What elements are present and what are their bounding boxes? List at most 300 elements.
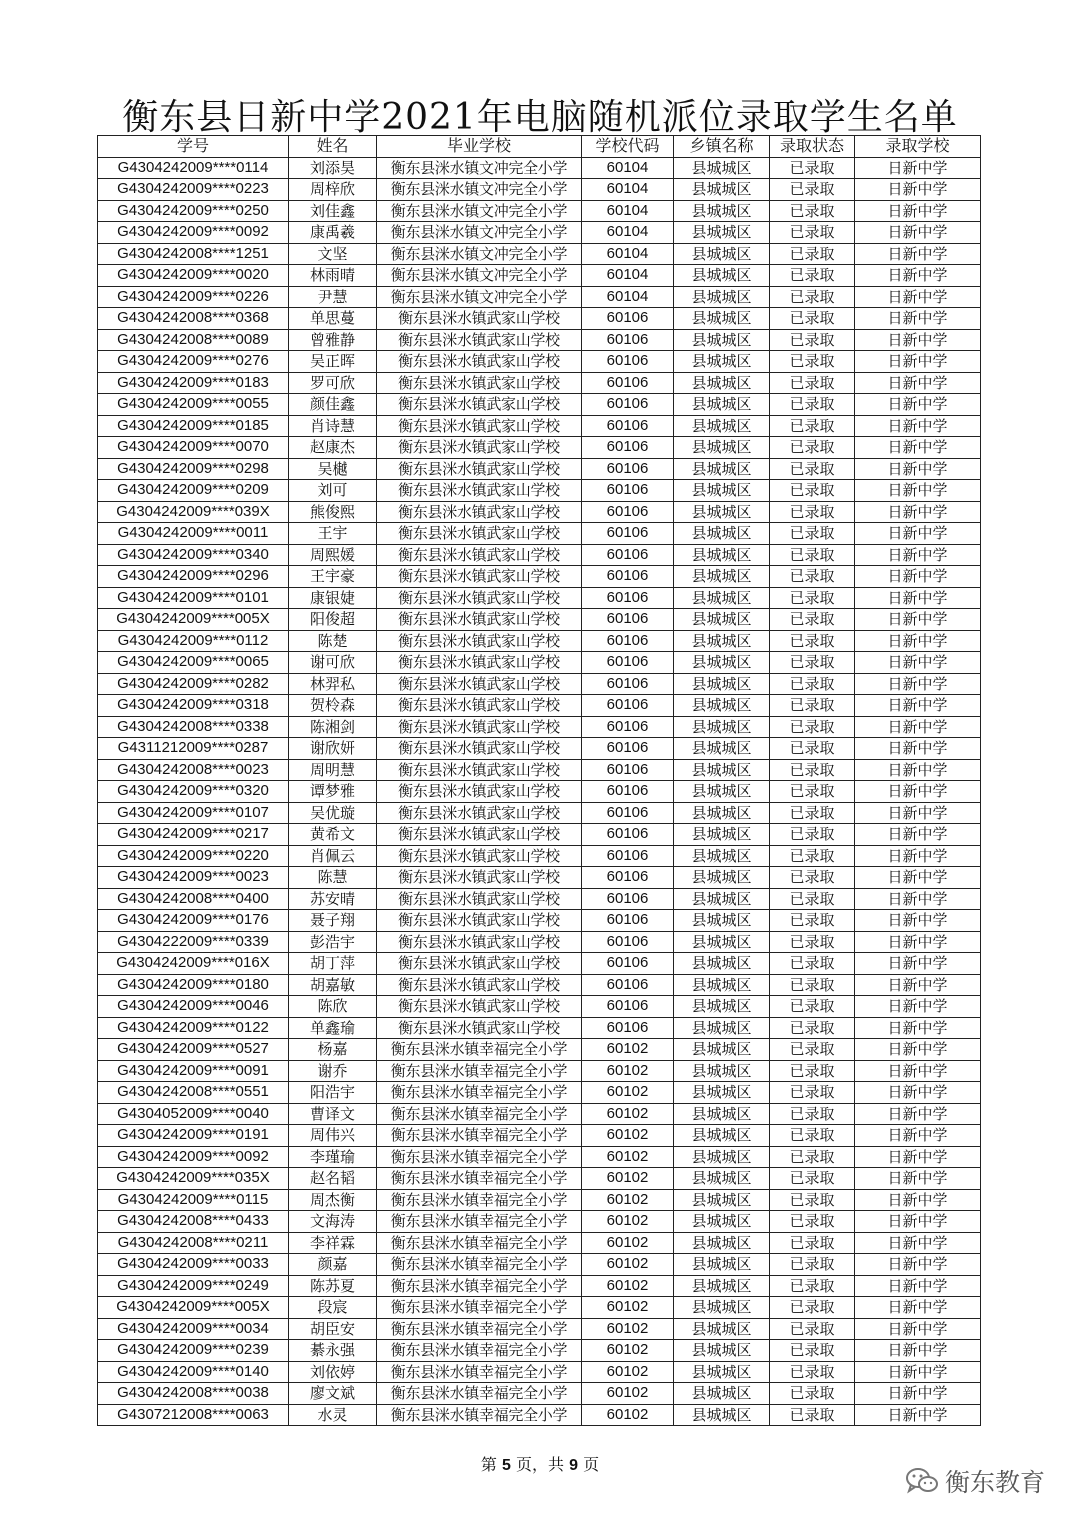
student-name-cell: 赵康杰 [289, 437, 377, 459]
town-cell: 县城城区 [674, 1232, 770, 1254]
school-code-cell: 60102 [582, 1060, 674, 1082]
status-cell: 已录取 [770, 609, 855, 631]
town-cell: 县城城区 [674, 587, 770, 609]
status-cell: 已录取 [770, 1039, 855, 1061]
school-code-cell: 60102 [582, 1146, 674, 1168]
school-code-cell: 60106 [582, 480, 674, 502]
graduation-school-cell: 衡东县洣水镇幸福完全小学 [377, 1232, 582, 1254]
student-id-cell: G4304242009****0114 [98, 157, 289, 179]
table-row [98, 243, 981, 265]
school-code-cell: 60106 [582, 544, 674, 566]
header-graduation-school: 毕业学校 [377, 136, 582, 158]
graduation-school-cell: 衡东县洣水镇武家山学校 [377, 845, 582, 867]
destination-school-cell: 日新中学 [855, 910, 981, 932]
town-cell: 县城城区 [674, 523, 770, 545]
student-id-cell: G4304242009****0527 [98, 1039, 289, 1061]
table-row [98, 652, 981, 674]
graduation-school-cell: 衡东县洣水镇武家山学校 [377, 587, 582, 609]
student-name-cell: 谢可欣 [289, 652, 377, 674]
status-cell: 已录取 [770, 437, 855, 459]
destination-school-cell: 日新中学 [855, 480, 981, 502]
student-id-cell: G4304242009****0220 [98, 845, 289, 867]
school-code-cell: 60106 [582, 351, 674, 373]
student-name-cell: 吴樾 [289, 458, 377, 480]
wechat-icon [905, 1467, 939, 1495]
town-cell: 县城城区 [674, 1189, 770, 1211]
table-row [98, 759, 981, 781]
student-name-cell: 段宸 [289, 1297, 377, 1319]
town-cell: 县城城区 [674, 265, 770, 287]
student-id-cell: G4304242009****0185 [98, 415, 289, 437]
student-name-cell: 赵名韬 [289, 1168, 377, 1190]
school-code-cell: 60102 [582, 1082, 674, 1104]
student-name-cell: 水灵 [289, 1404, 377, 1426]
status-cell: 已录取 [770, 953, 855, 975]
town-cell: 县城城区 [674, 824, 770, 846]
graduation-school-cell: 衡东县洣水镇武家山学校 [377, 415, 582, 437]
table-row [98, 458, 981, 480]
graduation-school-cell: 衡东县洣水镇武家山学校 [377, 759, 582, 781]
student-name-cell: 颜嘉 [289, 1254, 377, 1276]
destination-school-cell: 日新中学 [855, 953, 981, 975]
status-cell: 已录取 [770, 630, 855, 652]
school-code-cell: 60102 [582, 1383, 674, 1405]
table-row [98, 1211, 981, 1233]
town-cell: 县城城区 [674, 243, 770, 265]
table-row [98, 1404, 981, 1426]
status-cell: 已录取 [770, 824, 855, 846]
student-id-cell: G4304242009****0209 [98, 480, 289, 502]
school-code-cell: 60106 [582, 458, 674, 480]
student-name-cell: 吴正晖 [289, 351, 377, 373]
table-row [98, 1060, 981, 1082]
footer-page-number: 5 [501, 1457, 511, 1474]
table-row [98, 372, 981, 394]
student-name-cell: 周熙媛 [289, 544, 377, 566]
status-cell: 已录取 [770, 523, 855, 545]
student-id-cell: G4304242009****0183 [98, 372, 289, 394]
student-name-cell: 陈湘剑 [289, 716, 377, 738]
student-name-cell: 吴优璇 [289, 802, 377, 824]
graduation-school-cell: 衡东县洣水镇文冲完全小学 [377, 243, 582, 265]
footer-prefix: 第 [480, 1455, 497, 1474]
student-id-cell: G4304242009****0011 [98, 523, 289, 545]
status-cell: 已录取 [770, 888, 855, 910]
graduation-school-cell: 衡东县洣水镇武家山学校 [377, 523, 582, 545]
table-row [98, 974, 981, 996]
status-cell: 已录取 [770, 1060, 855, 1082]
graduation-school-cell: 衡东县洣水镇幸福完全小学 [377, 1297, 582, 1319]
status-cell: 已录取 [770, 695, 855, 717]
graduation-school-cell: 衡东县洣水镇幸福完全小学 [377, 1060, 582, 1082]
table-row [98, 351, 981, 373]
student-name-cell: 周杰衡 [289, 1189, 377, 1211]
graduation-school-cell: 衡东县洣水镇幸福完全小学 [377, 1189, 582, 1211]
student-id-cell: G4304242008****0211 [98, 1232, 289, 1254]
table-row [98, 1189, 981, 1211]
graduation-school-cell: 衡东县洣水镇幸福完全小学 [377, 1211, 582, 1233]
status-cell: 已录取 [770, 1146, 855, 1168]
student-name-cell: 胡臣安 [289, 1318, 377, 1340]
student-id-cell: G4311212009****0287 [98, 738, 289, 760]
student-name-cell: 刘添昊 [289, 157, 377, 179]
school-code-cell: 60106 [582, 867, 674, 889]
school-code-cell: 60106 [582, 888, 674, 910]
school-code-cell: 60106 [582, 308, 674, 330]
graduation-school-cell: 衡东县洣水镇武家山学校 [377, 716, 582, 738]
status-cell: 已录取 [770, 974, 855, 996]
graduation-school-cell: 衡东县洣水镇武家山学校 [377, 888, 582, 910]
school-code-cell: 60106 [582, 652, 674, 674]
student-id-cell: G4304242009****0226 [98, 286, 289, 308]
town-cell: 县城城区 [674, 458, 770, 480]
school-code-cell: 60102 [582, 1211, 674, 1233]
status-cell: 已录取 [770, 222, 855, 244]
student-name-cell: 刘佳鑫 [289, 200, 377, 222]
table-row [98, 673, 981, 695]
student-id-cell: G4304052009****0040 [98, 1103, 289, 1125]
student-name-cell: 苏安晴 [289, 888, 377, 910]
table-row [98, 437, 981, 459]
status-cell: 已录取 [770, 1211, 855, 1233]
town-cell: 县城城区 [674, 996, 770, 1018]
student-id-cell: G4304222009****0339 [98, 931, 289, 953]
table-row [98, 1017, 981, 1039]
student-id-cell: G4304242009****0034 [98, 1318, 289, 1340]
status-cell: 已录取 [770, 329, 855, 351]
destination-school-cell: 日新中学 [855, 415, 981, 437]
student-name-cell: 陈苏夏 [289, 1275, 377, 1297]
table-row [98, 200, 981, 222]
student-name-cell: 康银婕 [289, 587, 377, 609]
school-code-cell: 60102 [582, 1125, 674, 1147]
status-cell: 已录取 [770, 1168, 855, 1190]
town-cell: 县城城区 [674, 1318, 770, 1340]
table-row [98, 394, 981, 416]
student-name-cell: 单鑫瑜 [289, 1017, 377, 1039]
school-code-cell: 60106 [582, 738, 674, 760]
school-code-cell: 60106 [582, 824, 674, 846]
student-id-cell: G4304242009****0115 [98, 1189, 289, 1211]
destination-school-cell: 日新中学 [855, 931, 981, 953]
graduation-school-cell: 衡东县洣水镇武家山学校 [377, 480, 582, 502]
graduation-school-cell: 衡东县洣水镇文冲完全小学 [377, 265, 582, 287]
destination-school-cell: 日新中学 [855, 1383, 981, 1405]
header-row [98, 136, 981, 158]
destination-school-cell: 日新中学 [855, 1254, 981, 1276]
table-row [98, 931, 981, 953]
destination-school-cell: 日新中学 [855, 286, 981, 308]
student-id-cell: G4304242009****0223 [98, 179, 289, 201]
table-body [98, 157, 981, 1426]
table-row [98, 544, 981, 566]
graduation-school-cell: 衡东县洣水镇武家山学校 [377, 996, 582, 1018]
school-code-cell: 60106 [582, 673, 674, 695]
student-id-cell: G4304242009****0217 [98, 824, 289, 846]
school-code-cell: 60102 [582, 1189, 674, 1211]
student-id-cell: G4304242009****0092 [98, 1146, 289, 1168]
town-cell: 县城城区 [674, 1017, 770, 1039]
town-cell: 县城城区 [674, 1168, 770, 1190]
header-destination-school: 录取学校 [855, 136, 981, 158]
town-cell: 县城城区 [674, 222, 770, 244]
student-id-cell: G4304242008****0023 [98, 759, 289, 781]
student-name-cell: 李祥霖 [289, 1232, 377, 1254]
status-cell: 已录取 [770, 1318, 855, 1340]
graduation-school-cell: 衡东县洣水镇武家山学校 [377, 974, 582, 996]
destination-school-cell: 日新中学 [855, 265, 981, 287]
school-code-cell: 60106 [582, 931, 674, 953]
watermark-text: 衡东教育 [945, 1468, 1046, 1497]
school-code-cell: 60104 [582, 157, 674, 179]
student-name-cell: 陈欣 [289, 996, 377, 1018]
school-code-cell: 60102 [582, 1254, 674, 1276]
graduation-school-cell: 衡东县洣水镇幸福完全小学 [377, 1168, 582, 1190]
status-cell: 已录取 [770, 910, 855, 932]
school-code-cell: 60106 [582, 437, 674, 459]
graduation-school-cell: 衡东县洣水镇幸福完全小学 [377, 1082, 582, 1104]
town-cell: 县城城区 [674, 1146, 770, 1168]
table-row [98, 953, 981, 975]
destination-school-cell: 日新中学 [855, 802, 981, 824]
student-name-cell: 王宇豪 [289, 566, 377, 588]
table-row [98, 781, 981, 803]
destination-school-cell: 日新中学 [855, 587, 981, 609]
school-code-cell: 60106 [582, 329, 674, 351]
destination-school-cell: 日新中学 [855, 695, 981, 717]
graduation-school-cell: 衡东县洣水镇武家山学校 [377, 437, 582, 459]
town-cell: 县城城区 [674, 1103, 770, 1125]
status-cell: 已录取 [770, 716, 855, 738]
status-cell: 已录取 [770, 1232, 855, 1254]
student-id-cell: G4304242009****0070 [98, 437, 289, 459]
student-name-cell: 周梓欣 [289, 179, 377, 201]
table-row [98, 415, 981, 437]
status-cell: 已录取 [770, 781, 855, 803]
school-code-cell: 60104 [582, 286, 674, 308]
table-row [98, 996, 981, 1018]
destination-school-cell: 日新中学 [855, 824, 981, 846]
school-code-cell: 60106 [582, 394, 674, 416]
school-code-cell: 60106 [582, 630, 674, 652]
student-id-cell: G4304242008****0433 [98, 1211, 289, 1233]
watermark [905, 1466, 1045, 1496]
status-cell: 已录取 [770, 759, 855, 781]
student-id-cell: G4304242009****0107 [98, 802, 289, 824]
graduation-school-cell: 衡东县洣水镇武家山学校 [377, 372, 582, 394]
header-student-id: 学号 [98, 136, 289, 158]
table-row [98, 265, 981, 287]
student-id-cell: G4304242009****0055 [98, 394, 289, 416]
destination-school-cell: 日新中学 [855, 458, 981, 480]
table-row [98, 222, 981, 244]
town-cell: 县城城区 [674, 1060, 770, 1082]
graduation-school-cell: 衡东县洣水镇武家山学校 [377, 544, 582, 566]
table-row [98, 716, 981, 738]
student-id-cell: G4304242009****0101 [98, 587, 289, 609]
graduation-school-cell: 衡东县洣水镇武家山学校 [377, 652, 582, 674]
destination-school-cell: 日新中学 [855, 1103, 981, 1125]
destination-school-cell: 日新中学 [855, 888, 981, 910]
destination-school-cell: 日新中学 [855, 1039, 981, 1061]
town-cell: 县城城区 [674, 1211, 770, 1233]
student-name-cell: 康禹羲 [289, 222, 377, 244]
student-id-cell: G4304242009****0320 [98, 781, 289, 803]
town-cell: 县城城区 [674, 1254, 770, 1276]
student-id-cell: G4307212008****0063 [98, 1404, 289, 1426]
student-id-cell: G4304242008****1251 [98, 243, 289, 265]
status-cell: 已录取 [770, 1361, 855, 1383]
student-name-cell: 熊俊熙 [289, 501, 377, 523]
school-code-cell: 60102 [582, 1404, 674, 1426]
table-row [98, 1232, 981, 1254]
graduation-school-cell: 衡东县洣水镇武家山学校 [377, 824, 582, 846]
destination-school-cell: 日新中学 [855, 867, 981, 889]
town-cell: 县城城区 [674, 1082, 770, 1104]
school-code-cell: 60106 [582, 695, 674, 717]
status-cell: 已录取 [770, 157, 855, 179]
table-row [98, 179, 981, 201]
town-cell: 县城城区 [674, 1039, 770, 1061]
student-id-cell: G4304242009****0239 [98, 1340, 289, 1362]
table-row [98, 566, 981, 588]
graduation-school-cell: 衡东县洣水镇幸福完全小学 [377, 1125, 582, 1147]
student-id-cell: G4304242008****0338 [98, 716, 289, 738]
student-id-cell: G4304242009****0249 [98, 1275, 289, 1297]
town-cell: 县城城区 [674, 910, 770, 932]
graduation-school-cell: 衡东县洣水镇文冲完全小学 [377, 157, 582, 179]
town-cell: 县城城区 [674, 974, 770, 996]
status-cell: 已录取 [770, 351, 855, 373]
destination-school-cell: 日新中学 [855, 394, 981, 416]
graduation-school-cell: 衡东县洣水镇文冲完全小学 [377, 286, 582, 308]
student-id-cell: G4304242009****0318 [98, 695, 289, 717]
student-name-cell: 单思蔓 [289, 308, 377, 330]
table-row [98, 1254, 981, 1276]
destination-school-cell: 日新中学 [855, 329, 981, 351]
destination-school-cell: 日新中学 [855, 609, 981, 631]
student-id-cell: G4304242009****0250 [98, 200, 289, 222]
destination-school-cell: 日新中学 [855, 1340, 981, 1362]
table-row [98, 157, 981, 179]
student-id-cell: G4304242009****0140 [98, 1361, 289, 1383]
destination-school-cell: 日新中学 [855, 630, 981, 652]
graduation-school-cell: 衡东县洣水镇幸福完全小学 [377, 1383, 582, 1405]
town-cell: 县城城区 [674, 888, 770, 910]
status-cell: 已录取 [770, 1125, 855, 1147]
header-school-code: 学校代码 [582, 136, 674, 158]
student-name-cell: 贺柃森 [289, 695, 377, 717]
student-id-cell: G4304242009****0176 [98, 910, 289, 932]
destination-school-cell: 日新中学 [855, 974, 981, 996]
town-cell: 县城城区 [674, 157, 770, 179]
student-name-cell: 肖佩云 [289, 845, 377, 867]
student-id-cell: G4304242009****0046 [98, 996, 289, 1018]
status-cell: 已录取 [770, 243, 855, 265]
status-cell: 已录取 [770, 179, 855, 201]
table-row [98, 1275, 981, 1297]
town-cell: 县城城区 [674, 308, 770, 330]
status-cell: 已录取 [770, 286, 855, 308]
student-name-cell: 黄希文 [289, 824, 377, 846]
table-row [98, 824, 981, 846]
town-cell: 县城城区 [674, 953, 770, 975]
town-cell: 县城城区 [674, 759, 770, 781]
destination-school-cell: 日新中学 [855, 351, 981, 373]
destination-school-cell: 日新中学 [855, 1232, 981, 1254]
town-cell: 县城城区 [674, 566, 770, 588]
graduation-school-cell: 衡东县洣水镇武家山学校 [377, 394, 582, 416]
graduation-school-cell: 衡东县洣水镇武家山学校 [377, 609, 582, 631]
status-cell: 已录取 [770, 265, 855, 287]
status-cell: 已录取 [770, 1404, 855, 1426]
town-cell: 县城城区 [674, 802, 770, 824]
graduation-school-cell: 衡东县洣水镇幸福完全小学 [377, 1039, 582, 1061]
student-id-cell: G4304242008****0368 [98, 308, 289, 330]
school-code-cell: 60102 [582, 1039, 674, 1061]
student-id-cell: G4304242009****0298 [98, 458, 289, 480]
student-id-cell: G4304242009****016X [98, 953, 289, 975]
school-code-cell: 60106 [582, 953, 674, 975]
destination-school-cell: 日新中学 [855, 1082, 981, 1104]
table-row [98, 286, 981, 308]
header-town: 乡镇名称 [674, 136, 770, 158]
destination-school-cell: 日新中学 [855, 781, 981, 803]
town-cell: 县城城区 [674, 1340, 770, 1362]
student-name-cell: 曹译文 [289, 1103, 377, 1125]
status-cell: 已录取 [770, 587, 855, 609]
student-id-cell: G4304242009****0276 [98, 351, 289, 373]
destination-school-cell: 日新中学 [855, 566, 981, 588]
school-code-cell: 60104 [582, 243, 674, 265]
town-cell: 县城城区 [674, 501, 770, 523]
graduation-school-cell: 衡东县洣水镇武家山学校 [377, 781, 582, 803]
town-cell: 县城城区 [674, 867, 770, 889]
student-name-cell: 文坚 [289, 243, 377, 265]
town-cell: 县城城区 [674, 630, 770, 652]
student-name-cell: 阳俊超 [289, 609, 377, 631]
student-id-cell: G4304242009****0065 [98, 652, 289, 674]
graduation-school-cell: 衡东县洣水镇文冲完全小学 [377, 222, 582, 244]
destination-school-cell: 日新中学 [855, 1297, 981, 1319]
student-name-cell: 陈楚 [289, 630, 377, 652]
destination-school-cell: 日新中学 [855, 1060, 981, 1082]
school-code-cell: 60106 [582, 1017, 674, 1039]
graduation-school-cell: 衡东县洣水镇武家山学校 [377, 910, 582, 932]
graduation-school-cell: 衡东县洣水镇武家山学校 [377, 802, 582, 824]
student-name-cell: 李瑾瑜 [289, 1146, 377, 1168]
destination-school-cell: 日新中学 [855, 1017, 981, 1039]
town-cell: 县城城区 [674, 652, 770, 674]
student-name-cell: 谢乔 [289, 1060, 377, 1082]
graduation-school-cell: 衡东县洣水镇武家山学校 [377, 501, 582, 523]
student-name-cell: 胡丁萍 [289, 953, 377, 975]
destination-school-cell: 日新中学 [855, 716, 981, 738]
table-row [98, 1361, 981, 1383]
table-header [98, 136, 981, 158]
school-code-cell: 60102 [582, 1232, 674, 1254]
graduation-school-cell: 衡东县洣水镇武家山学校 [377, 458, 582, 480]
table-row [98, 695, 981, 717]
school-code-cell: 60102 [582, 1361, 674, 1383]
destination-school-cell: 日新中学 [855, 437, 981, 459]
table-row [98, 1340, 981, 1362]
table-row [98, 1146, 981, 1168]
table-row [98, 308, 981, 330]
student-id-cell: G4304242009****039X [98, 501, 289, 523]
header-status: 录取状态 [770, 136, 855, 158]
town-cell: 县城城区 [674, 1275, 770, 1297]
